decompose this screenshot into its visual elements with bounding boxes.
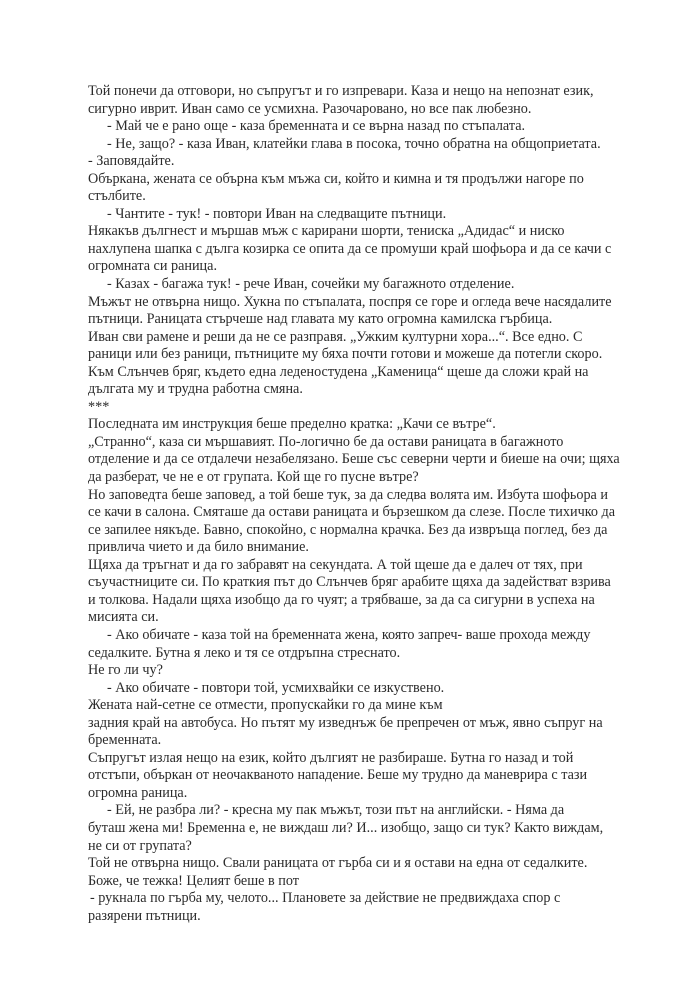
text-line: не си от групата? — [88, 837, 192, 854]
text-line: - Ако обичате - каза той на бременната жена, която запреч- ваше прохода между — [107, 626, 591, 643]
text-line: сигурно иврит. Иван само се усмихна. Разочаровано, но все пак любезно. — [88, 100, 532, 117]
text-line: седалките. Бутна я леко и тя се отдръпна стреснато. — [88, 644, 401, 661]
text-line: отделение и да се отдалечи незабелязано. Беше със северни черти и биеше на очи; щяха — [88, 451, 620, 468]
text-line: и толкова. Надали щяха изобщо да го чуят; а трябваше, за да са сигурни в успеха на — [88, 591, 595, 608]
text-line: разярени пътници. — [88, 907, 201, 924]
text-line: да разберат, че не е от групата. Кой ще го пусне вътре? — [88, 469, 419, 486]
text-line: задния край на автобуса. Но пътят му изведнъж бе препречен от мъж, явно съпруг на — [88, 714, 603, 731]
text-line: раници или без раници, пътниците му бяха почти готови и можеше да потегли скоро. — [88, 346, 603, 363]
text-line: дългата му и трудна работна смяна. — [88, 381, 303, 398]
text-line: Боже, че тежка! Целият беше в пот — [88, 872, 299, 889]
text-line: огромна раница. — [88, 784, 188, 801]
text-line: - Казах - багажа тук! - рече Иван, сочейки му багажното отделение. — [107, 276, 515, 293]
text-line: нахлупена шапка с дълга козирка се опита да се промуши край шофьора и да се качи с — [88, 240, 612, 257]
text-line: Съпругът излая нещо на език, който дългият не разбираше. Бутна го назад и той — [88, 749, 574, 766]
text-line: - Май че е рано още - каза бременната и се върна назад по стъпалата. — [107, 118, 526, 135]
text-line: „Странно“, каза си мършавият. По-логично бе да остави раницата в багажното — [88, 433, 564, 450]
text-line: се запилее някъде. Бавно, спокойно, с нормална крачка. Без да извръща поглед, без да — [88, 521, 608, 538]
text-line: Към Слънчев бряг, където една леденостудена „Каменица“ щеше да сложи край на — [88, 363, 589, 380]
text-line: Объркана, жената се обърна към мъжа си, който и кимна и тя продължи нагоре по — [88, 170, 584, 187]
document-body — [88, 83, 628, 925]
text-line: - Не, защо? - каза Иван, клатейки глава в посока, точно обратна на общоприетата. — [107, 135, 601, 152]
text-line: - Ей, не разбра ли? - кресна му пак мъжът, този път на английски. - Няма да — [107, 802, 565, 819]
text-line: привлича чието и да било внимание. — [88, 539, 309, 556]
text-line: Не го ли чу? — [88, 662, 163, 679]
text-line: Щяха да тръгнат и да го забравят на секундата. А той щеше да е далеч от тях, при — [88, 556, 583, 573]
text-line: съучастниците си. По краткия път до Слънчев бряг арабите щяха да задействат взрива — [88, 574, 611, 591]
text-line: Но заповедта беше заповед, а той беше тук, за да следва волята им. Избута шофьора и — [88, 486, 608, 503]
text-line: се качи в салона. Смяташе да остави раницата и бързешком да слезе. После тихичко да — [88, 504, 616, 521]
text-line: стълбите. — [88, 188, 146, 205]
text-line: пътници. Раницата стърчеше над главата му като огромна камилска гърбица. — [88, 311, 553, 328]
text-line: - Чантите - тук! - повтори Иван на следващите пътници. — [107, 205, 447, 222]
text-line: буташ жена ми! Бременна е, не виждаш ли? И... изобщо, защо си тук? Както виждам, — [88, 819, 604, 836]
text-line: Някакъв дългнест и мършав мъж с карирани шорти, тениска „Адидас“ и ниско — [88, 223, 565, 240]
text-line: - рукнала по гърба му, челото... Плановете за действие не предвиждаха спор с — [90, 890, 561, 907]
text-line: Иван сви рамене и реши да не се разправя. „Ужким културни хора...“. Все едно. С — [88, 328, 583, 345]
text-line: *** — [88, 398, 110, 415]
text-line: Жената най-сетне се отмести, пропускайки го да мине към — [88, 697, 443, 714]
text-line: - Ако обичате - повтори той, усмихвайки се изкуствено. — [107, 679, 445, 696]
text-line: Той не отвърна нищо. Свали раницата от гърба си и я остави на една от седалките. — [88, 855, 588, 872]
text-line: отстъпи, объркан от неочакваното нападение. Беше му трудно да маневрира с тази — [88, 767, 588, 784]
text-line: Последната им инструкция беше пределно кратка: „Качи се вътре“. — [88, 416, 496, 433]
text-line: - Заповядайте. — [88, 153, 175, 170]
text-line: мисията си. — [88, 609, 159, 626]
text-line: Той понечи да отговори, но съпругът и го изпревари. Каза и нещо на непознат език, — [88, 83, 594, 99]
text-line: огромната си раница. — [88, 258, 217, 275]
text-line: Мъжът не отвърна нищо. Хукна по стъпалата, поспря се горе и огледа вече насядалите — [88, 293, 612, 310]
text-line: бременната. — [88, 732, 162, 749]
